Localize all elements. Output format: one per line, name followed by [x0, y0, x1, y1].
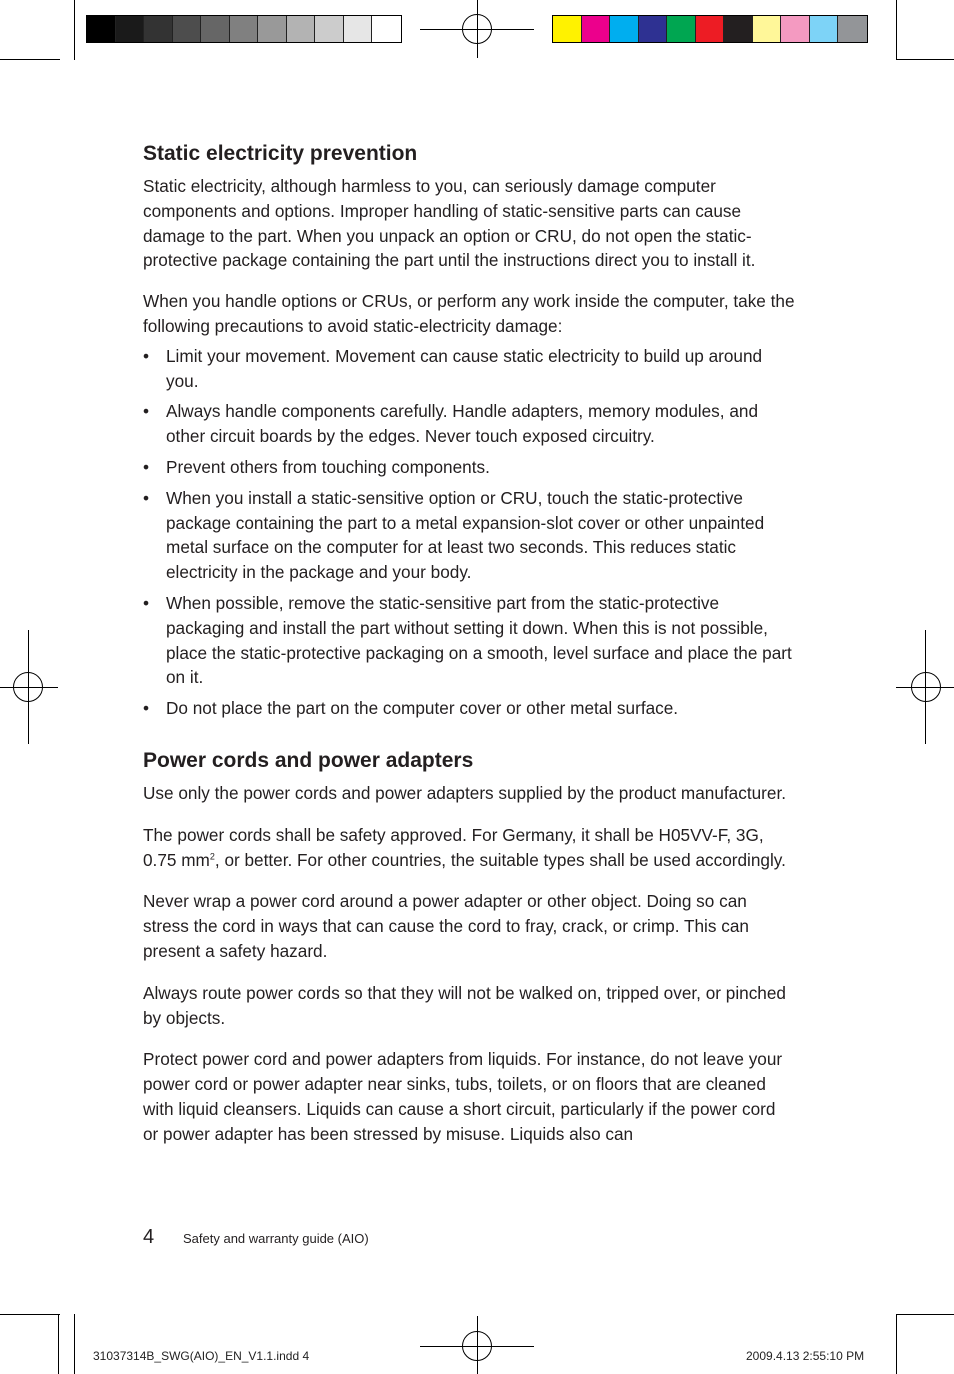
color-swatch	[838, 16, 867, 42]
grayscale-color-bar	[86, 15, 402, 43]
paragraph: Protect power cord and power adapters from liquids. For instance, do not leave your power cord or power adapter near sinks, tubs, toilets, or on floors that are cleaned with liquid cleansers. Liquids can cause a short circuit, particularly if the power cord or power adapter has been stressed by misuse. Liquids also can	[143, 1049, 783, 1144]
color-swatch	[287, 16, 316, 42]
footer-title: Safety and warranty guide (AIO)	[183, 1231, 369, 1246]
color-swatch	[87, 16, 116, 42]
color-swatch	[116, 16, 145, 42]
paragraph: When you handle options or CRUs, or perform any work inside the computer, take the following precautions to avoid static-electricity damage:	[143, 291, 795, 336]
color-swatch	[610, 16, 639, 42]
color-swatch	[230, 16, 259, 42]
color-swatch	[781, 16, 810, 42]
list-item: • When you install a static-sensitive option or CRU, touch the static-protective package containing the part to a metal expansion-slot cover or other unpainted metal surface on the computer for at least two seconds. This reduces static electricity in the package and your body.	[143, 486, 795, 585]
color-swatch	[696, 16, 725, 42]
color-swatch	[667, 16, 696, 42]
color-swatch	[201, 16, 230, 42]
section-heading-static: Static electricity prevention	[143, 142, 418, 165]
superscript: 2	[209, 850, 215, 861]
list-item: • When possible, remove the static-sensitive part from the static-protective packaging and install the part without setting it down. When this is not possible, place the static-protective packaging on a smooth, level surface and place the part on it.	[143, 591, 795, 690]
list-item: • Limit your movement. Movement can cause static electricity to build up around you.	[143, 344, 795, 394]
paragraph: Never wrap a power cord around a power adapter or other object. Doing so can stress the cord in ways that can cause the cord to fray, crack, or crimp. This can present a safety hazard.	[143, 891, 749, 961]
color-swatch	[258, 16, 287, 42]
color-swatch	[344, 16, 373, 42]
precautions-list	[143, 344, 795, 721]
list-item: • Do not place the part on the computer cover or other metal surface.	[143, 696, 795, 721]
section-heading-power: Power cords and power adapters	[143, 748, 474, 772]
paragraph: Static electricity, although harmless to you, can seriously damage computer components and options. Improper handling of static-sensitive parts can cause damage to the part. When you unpack an option or CRU, do not open the static-protective package containing the part until the instructions direct you to install it.	[143, 176, 756, 271]
paragraph: Always route power cords so that they will not be walked on, tripped over, or pinched by objects.	[143, 982, 786, 1028]
slug-filename: 31037314B_SWG(AIO)_EN_V1.1.indd 4	[93, 1349, 310, 1363]
page-content	[143, 138, 795, 1147]
color-swatch	[144, 16, 173, 42]
slug-timestamp: 2009.4.13 2:55:10 PM	[746, 1349, 865, 1363]
color-swatch	[582, 16, 611, 42]
text-span: , or better. For other countries, the suitable types shall be used accordingly.	[214, 849, 786, 870]
color-swatch	[639, 16, 668, 42]
text-span: The power cords shall be safety approved. For Germany, it shall be H05VV-F, 3G, 0.75 mm	[143, 824, 764, 870]
color-swatch	[315, 16, 344, 42]
color-swatch	[810, 16, 839, 42]
process-color-bar	[552, 15, 868, 43]
color-swatch	[173, 16, 202, 42]
list-item: • Prevent others from touching components.	[143, 455, 795, 480]
paragraph	[143, 823, 795, 873]
color-swatch	[372, 16, 401, 42]
paragraph: Use only the power cords and power adapters supplied by the product manufacturer.	[143, 782, 786, 803]
color-swatch	[553, 16, 582, 42]
page-number: 4	[143, 1226, 155, 1248]
list-item: • Always handle components carefully. Handle adapters, memory modules, and other circuit boards by the edges. Never touch exposed circuitry.	[143, 399, 795, 449]
color-swatch	[724, 16, 753, 42]
color-swatch	[753, 16, 782, 42]
